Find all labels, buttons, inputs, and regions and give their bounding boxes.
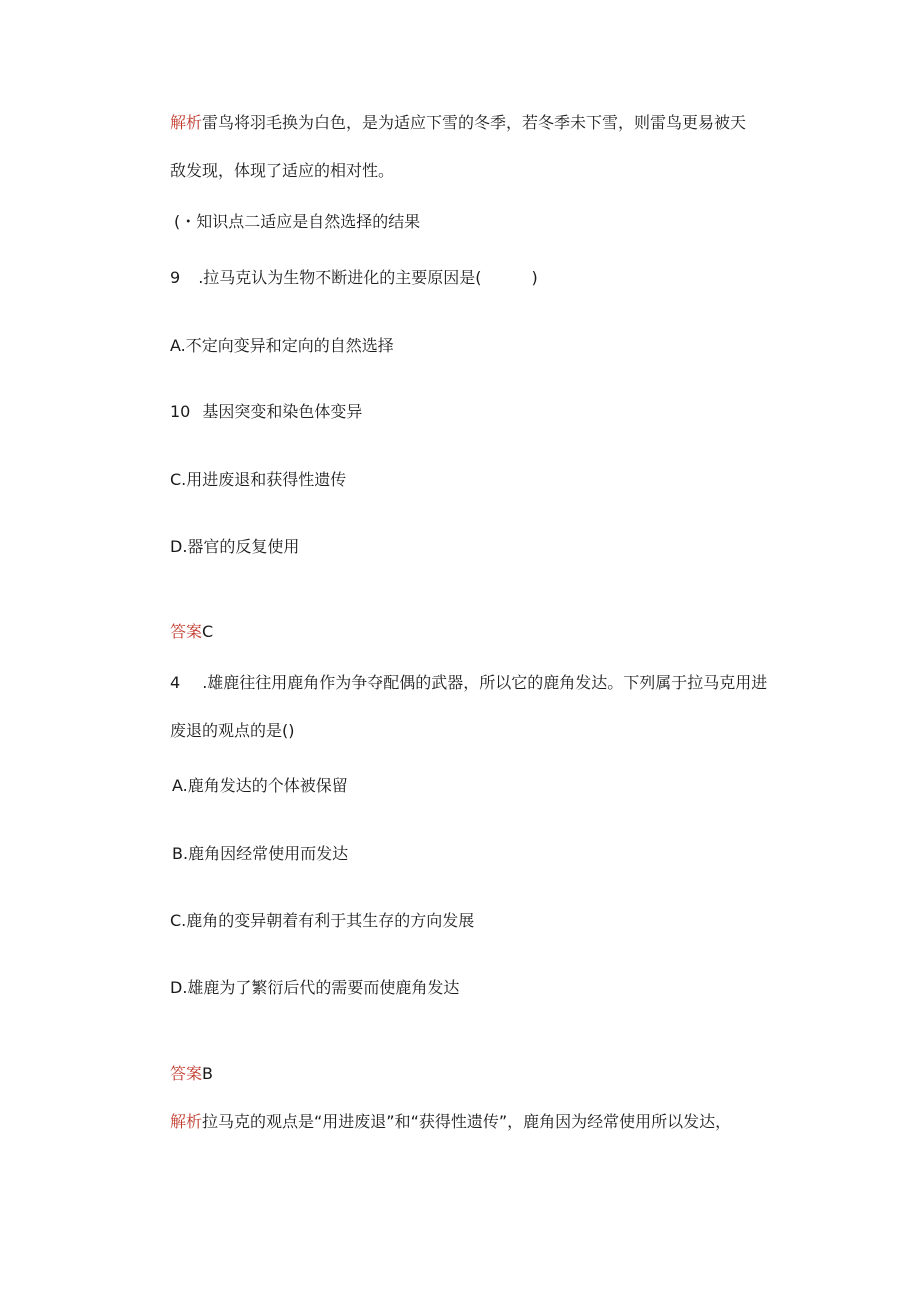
blank-close-paren: ) — [531, 268, 538, 287]
answer-label: 答案 — [170, 1064, 203, 1083]
question-text: .拉马克认为生物不断进化的主要原因是( — [198, 268, 482, 287]
analysis-paragraph-line2: 敌发现，体现了适应的相对性。 — [170, 161, 395, 180]
option-number: 10 — [170, 402, 191, 421]
option-a: A.不定向变异和定向的自然选择 — [170, 336, 394, 355]
option-d: D.雄鹿为了繁衍后代的需要而使鹿角发达 — [170, 978, 460, 997]
analysis-paragraph-line1 — [170, 112, 746, 134]
option-a: A.鹿角发达的个体被保留 — [172, 776, 348, 795]
question-4-stem-line2: 废退的观点的是() — [170, 721, 295, 740]
option-c: C.鹿角的变异朝着有利于其生存的方向发展 — [170, 911, 475, 930]
answer-line — [170, 1063, 213, 1085]
question-4-stem-line1 — [170, 672, 767, 694]
answer-label: 答案 — [170, 622, 203, 641]
option-b — [170, 401, 362, 423]
question-number: 4 — [170, 673, 181, 692]
analysis-paragraph — [170, 1111, 731, 1133]
question-9-stem — [170, 267, 538, 289]
section-heading: (・知识点二适应是自然选择的结果 — [174, 212, 421, 231]
answer-value: B — [202, 1064, 213, 1083]
option-b: B.鹿角因经常使用而发达 — [172, 844, 349, 863]
answer-line — [170, 621, 213, 643]
analysis-label: 解析 — [170, 1112, 203, 1131]
analysis-text: 雷鸟将羽毛换为白色，是为适应下雪的冬季，若冬季未下雪，则雷鸟更易被天 — [202, 113, 747, 132]
option-c: C.用进废退和获得性遗传 — [170, 470, 347, 489]
analysis-label: 解析 — [170, 113, 203, 132]
analysis-text: 拉马克的观点是“用进废退”和“获得性遗传”，鹿角因为经常使用所以发达， — [202, 1112, 732, 1131]
question-number: 9 — [170, 268, 181, 287]
option-d: D.器官的反复使用 — [170, 537, 300, 556]
answer-value: C — [202, 622, 214, 641]
question-text: .雄鹿往往用鹿角作为争夺配偶的武器，所以它的鹿角发达。下列属于拉马克用进 — [202, 673, 768, 692]
option-text: 基因突变和染色体变异 — [202, 402, 363, 421]
